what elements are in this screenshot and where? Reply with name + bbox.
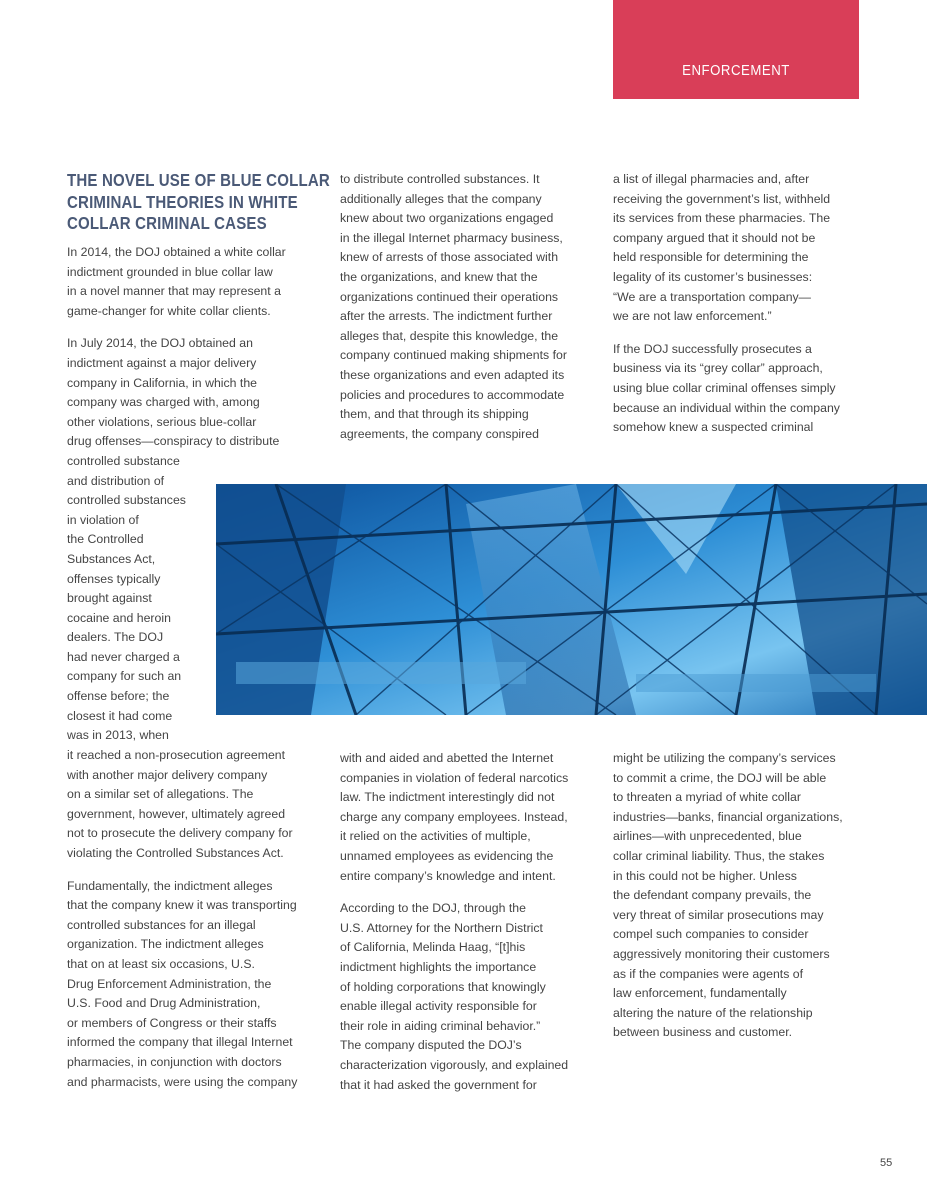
text-line: If the DOJ successfully prosecutes a (613, 341, 812, 356)
page-number: 55 (880, 1157, 893, 1169)
text-line: that the company knew it was transporting (67, 898, 297, 913)
text-line: game-changer for white collar clients. (67, 303, 271, 318)
text-line: and pharmacists, were using the company (67, 1074, 298, 1089)
text-line: held responsible for determining the (613, 250, 809, 265)
text-line: U.S. Food and Drug Administration, (67, 996, 261, 1011)
text-line: airlines—with unprecedented, blue (613, 829, 802, 844)
text-line: In 2014, the DOJ obtained a white collar (67, 245, 286, 259)
text-line: the defendant company prevails, the (613, 888, 812, 903)
text-line: on a similar set of allegations. The (67, 787, 254, 802)
text-line: them, and that through its shipping (340, 407, 529, 422)
text-line: controlled substance (67, 453, 180, 468)
text-line: of California, Melinda Haag, “[t]his (340, 940, 526, 955)
paragraph (613, 170, 863, 327)
text-line: violating the Controlled Substances Act. (67, 845, 284, 860)
text-line: organizations continued their operations (340, 289, 559, 304)
paragraph (67, 877, 317, 1093)
text-line: companies in violation of federal narcotics (340, 770, 569, 785)
text-line: company in California, in which the (67, 375, 258, 390)
paragraph (340, 899, 590, 1095)
text-line: law enforcement, fundamentally (613, 986, 787, 1001)
text-line: using blue collar criminal offenses simply (613, 380, 836, 395)
text-line: of holding corporations that knowingly (340, 979, 546, 994)
text-line: dealers. The DOJ (67, 630, 164, 645)
text-line: enable illegal activity responsible for (340, 999, 537, 1014)
text-line: In July 2014, the DOJ obtained an (67, 336, 253, 351)
paragraph (67, 746, 317, 864)
text-line: brought against (67, 591, 152, 606)
text-line: “We are a transportation company— (613, 289, 811, 304)
text-line: the Controlled (67, 532, 144, 547)
text-line: Drug Enforcement Administration, the (67, 976, 272, 991)
text-line: charge any company employees. Instead, (340, 809, 568, 824)
text-line: because an individual within the company (613, 400, 840, 415)
paragraph (613, 340, 863, 438)
text-line: government, however, ultimately agreed (67, 806, 286, 821)
text-line: additionally alleges that the company (340, 191, 542, 206)
text-line: alleges that, despite this knowledge, the (340, 328, 559, 343)
text-line: According to the DOJ, through the (340, 901, 526, 916)
text-line: to commit a crime, the DOJ will be able (613, 770, 827, 785)
column-3-top (613, 170, 863, 438)
photo-illustration (216, 484, 927, 715)
text-line: with another major delivery company (67, 767, 268, 782)
section-tab (613, 0, 859, 99)
text-line: unnamed employees as evidencing the (340, 848, 554, 863)
title-line: COLLAR CRIMINAL CASES (67, 213, 267, 233)
text-line: controlled substances (67, 493, 186, 508)
text-line: entire company’s knowledge and intent. (340, 868, 556, 883)
text-line: legality of its customer’s businesses: (613, 269, 813, 284)
text-line: drug offenses—conspiracy to distribute (67, 434, 280, 449)
text-line: indictment grounded in blue collar law (67, 264, 273, 279)
text-line: as if the companies were agents of (613, 966, 804, 981)
text-line: and distribution of (67, 473, 165, 488)
paragraph (67, 243, 317, 321)
text-line: cocaine and heroin (67, 610, 171, 625)
text-line: other violations, serious blue-collar (67, 414, 257, 429)
text-line: very threat of similar prosecutions may (613, 907, 824, 922)
text-line: in the illegal Internet pharmacy business, (340, 230, 563, 245)
text-line: agreements, the company conspired (340, 426, 539, 441)
text-line: its services from these pharmacies. The (613, 211, 831, 226)
column-1-bottom (67, 746, 317, 1092)
text-line: it relied on the activities of multiple, (340, 829, 531, 844)
text-line: Substances Act, (67, 551, 156, 566)
text-line: company was charged with, among (67, 395, 260, 410)
paragraph (613, 749, 863, 1043)
text-line: indictment highlights the importance (340, 959, 537, 974)
text-line: in this could not be higher. Unless (613, 868, 797, 883)
text-line: characterization vigorously, and explained (340, 1057, 569, 1072)
text-line: The company disputed the DOJ’s (340, 1038, 522, 1053)
text-line: indictment against a major delivery (67, 355, 257, 370)
text-line: knew about two organizations engaged (340, 211, 554, 226)
text-line: not to prosecute the delivery company for (67, 826, 293, 841)
text-line: was in 2013, when (67, 728, 169, 743)
text-line: altering the nature of the relationship (613, 1005, 813, 1020)
text-line: Fundamentally, the indictment alleges (67, 878, 273, 893)
text-line: aggressively monitoring their customers (613, 946, 830, 961)
text-line: offense before; the (67, 689, 170, 704)
paragraph (340, 170, 590, 444)
text-line: closest it had come (67, 708, 173, 723)
text-line: that it had asked the government for (340, 1077, 537, 1092)
text-line: controlled substances for an illegal (67, 917, 256, 932)
column-2-top (340, 170, 590, 444)
text-line: after the arrests. The indictment further (340, 309, 553, 324)
text-line: in violation of (67, 512, 139, 527)
text-line: business via its “grey collar” approach, (613, 361, 823, 376)
text-line: a list of illegal pharmacies and, after (613, 172, 810, 186)
text-line: somehow knew a suspected criminal (613, 420, 814, 435)
text-line: informed the company that illegal Internet (67, 1035, 293, 1050)
text-line: law. The indictment interestingly did not (340, 790, 555, 805)
text-line: with and aided and abetted the Internet (340, 751, 554, 765)
text-line: compel such companies to consider (613, 927, 809, 942)
text-line: pharmacies, in conjunction with doctors (67, 1054, 282, 1069)
text-line: collar criminal liability. Thus, the stakes (613, 848, 825, 863)
column-3-bottom (613, 749, 863, 1043)
text-line: receiving the government’s list, withheld (613, 191, 831, 206)
text-line: the organizations, and knew that the (340, 269, 538, 284)
text-line: it reached a non-prosecution agreement (67, 748, 286, 762)
text-line: to distribute controlled substances. It (340, 172, 540, 186)
text-line: in a novel manner that may represent a (67, 284, 281, 299)
text-line: industries—banks, financial organizations, (613, 809, 843, 824)
title-line: CRIMINAL THEORIES IN WHITE (67, 191, 298, 212)
text-line: U.S. Attorney for the Northern District (340, 920, 543, 935)
text-line: we are not law enforcement.” (613, 309, 772, 324)
text-line: between business and customer. (613, 1025, 793, 1040)
text-line: company argued that it should not be (613, 230, 816, 245)
section-label: ENFORCEMENT (682, 62, 790, 79)
column-2-bottom (340, 749, 590, 1095)
article-title (67, 170, 330, 235)
text-line: company for such an (67, 669, 182, 684)
text-line: company continued making shipments for (340, 348, 567, 363)
text-line: might be utilizing the company’s services (613, 751, 836, 765)
text-line: organization. The indictment alleges (67, 937, 264, 952)
text-line: offenses typically (67, 571, 161, 586)
text-line: these organizations and even adapted its (340, 367, 565, 382)
paragraph (340, 749, 590, 886)
text-line: that on at least six occasions, U.S. (67, 956, 255, 971)
text-line: or members of Congress or their staffs (67, 1015, 277, 1030)
text-line: their role in aiding criminal behavior.” (340, 1018, 541, 1033)
title-line: THE NOVEL USE OF BLUE COLLAR (67, 170, 330, 190)
text-line: had never charged a (67, 649, 180, 664)
text-line: to threaten a myriad of white collar (613, 790, 801, 805)
text-line: knew of arrests of those associated with (340, 250, 559, 265)
glass-roof-skyscraper-photo (216, 484, 927, 715)
text-line: policies and procedures to accommodate (340, 387, 565, 402)
